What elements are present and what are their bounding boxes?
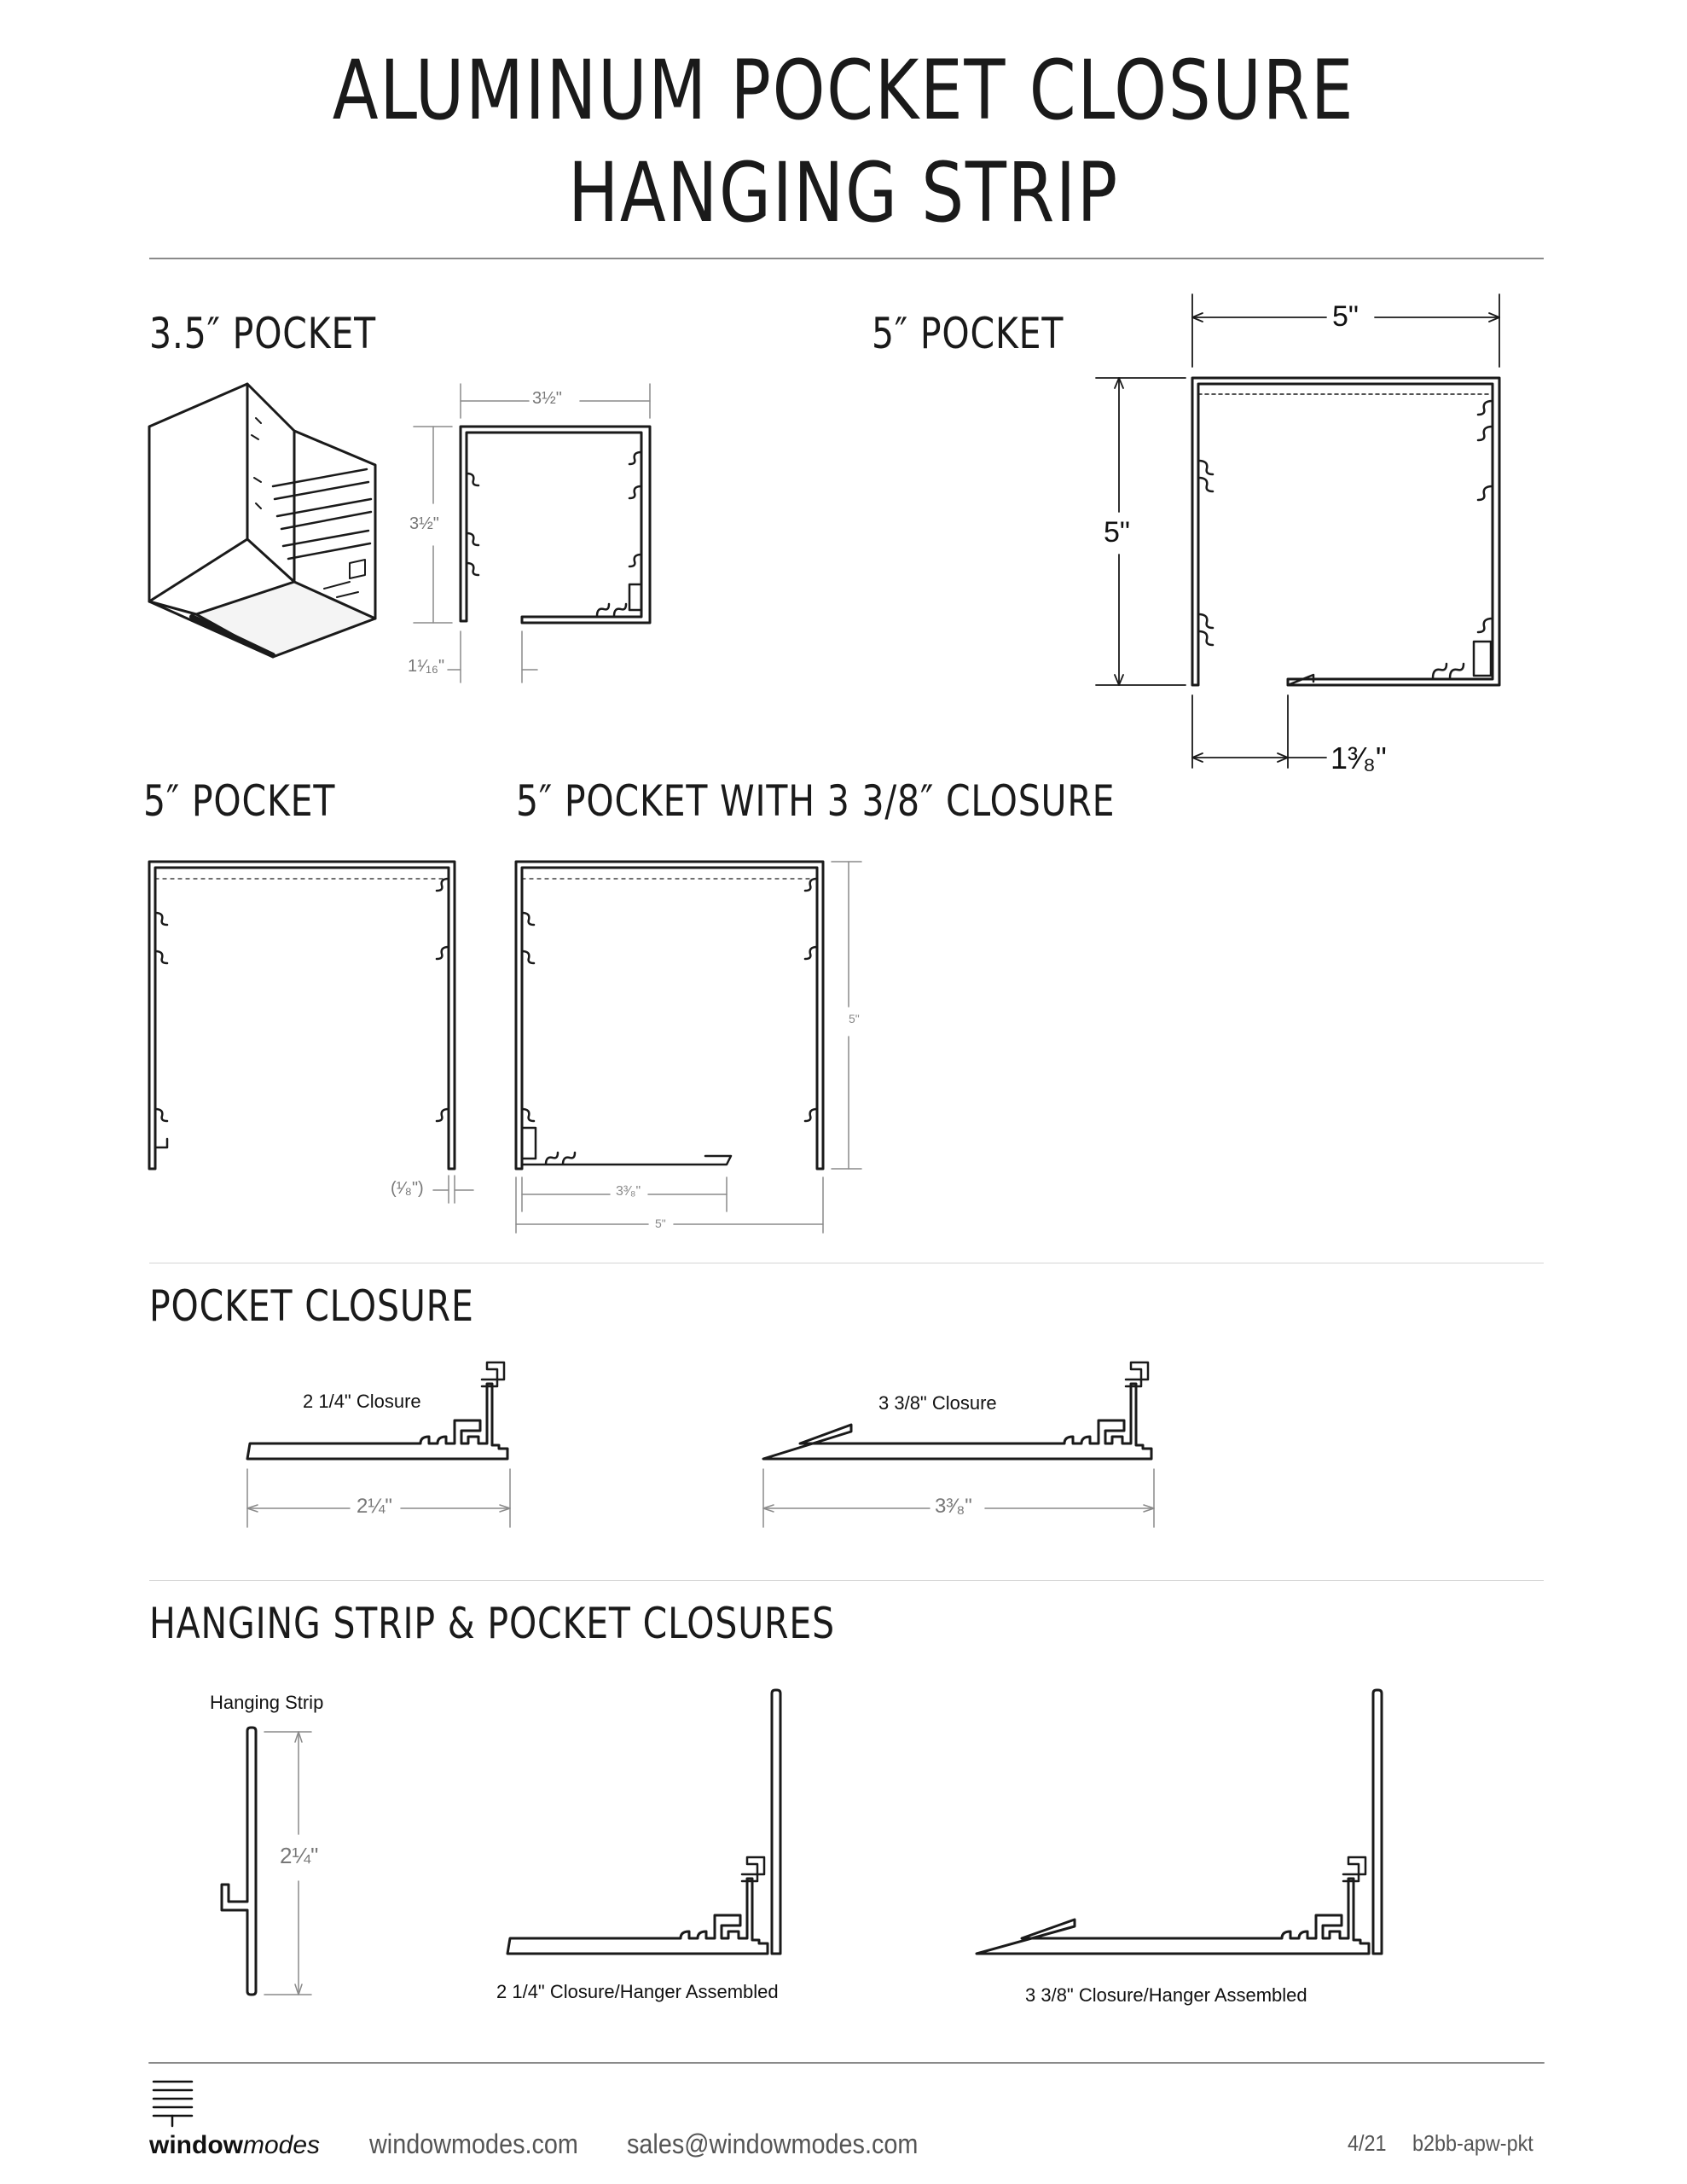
dim-width-5-closure: 5" [655, 1217, 666, 1230]
dim-hanging-height: 2¼" [280, 1843, 319, 1868]
dim-height-3-5: 3½" [409, 514, 439, 533]
heading-5-pocket-with-closure: 5″ POCKET WITH 3 3/8″ CLOSURE [516, 776, 1116, 826]
profile-5-pocket-large [1192, 378, 1499, 685]
footer-code: b2bb-apw-pkt [1412, 2130, 1533, 2156]
dim-2-25: 2¼" [357, 1495, 392, 1518]
dim-width-5-large: 5" [1332, 300, 1359, 333]
windowmodes-logo-icon [154, 2082, 192, 2126]
footer-email[interactable]: sales@windowmodes.com [627, 2129, 919, 2159]
heading-3-5-pocket: 3.5″ POCKET [149, 309, 377, 358]
footer-website[interactable]: windowmodes.com [369, 2129, 578, 2159]
dimensions-3-5-pocket [414, 384, 650, 682]
label-2-25-closure: 2 1/4" Closure [303, 1391, 421, 1412]
label-assembled-3-375: 3 3/8" Closure/Hanger Assembled [1025, 1984, 1307, 2006]
page-title-line1: ALUMINUM POCKET CLOSURE [332, 43, 1355, 138]
profile-5-pocket [149, 862, 455, 1169]
isometric-pocket-drawing [149, 384, 375, 657]
heading-pocket-closure: POCKET CLOSURE [149, 1281, 474, 1331]
heading-hanging-strip-closures: HANGING STRIP & POCKET CLOSURES [149, 1599, 835, 1648]
dim-3-375: 3³⁄₈" [935, 1495, 972, 1518]
assembled-2-25-drawing [507, 1690, 780, 1954]
label-assembled-2-25: 2 1/4" Closure/Hanger Assembled [496, 1981, 779, 2002]
brand-italic: modes [242, 2131, 321, 2159]
dimensions-5-pocket-closure [516, 862, 861, 1233]
dimensions-5-pocket-large [1096, 294, 1499, 768]
profile-3-5-pocket [461, 427, 650, 623]
dim-height-5-large: 5" [1104, 516, 1130, 549]
dim-closure-5-closure: 3³⁄₈" [616, 1184, 641, 1199]
brand-logo [149, 2131, 320, 2160]
dim-lip-3-5: 1¹⁄₁₆" [408, 657, 445, 676]
label-3-375-closure: 3 3/8" Closure [878, 1392, 997, 1414]
dim-width-3-5: 3½" [532, 389, 562, 408]
brand-bold: window [149, 2131, 243, 2159]
profile-5-pocket-closure [516, 862, 823, 1169]
dim-lip-5-small: (¹⁄₈") [391, 1179, 424, 1198]
heading-5-pocket-large: 5″ POCKET [872, 309, 1064, 358]
footer-date: 4/21 [1348, 2130, 1387, 2156]
heading-5-pocket: 5″ POCKET [143, 776, 336, 826]
label-hanging-strip: Hanging Strip [210, 1692, 324, 1713]
dim-height-5-closure: 5" [849, 1012, 860, 1025]
hanging-strip-drawing [222, 1728, 256, 1995]
assembled-3-375-drawing [977, 1690, 1382, 1954]
dimensions-5-pocket [433, 1176, 473, 1203]
page-title-line2: HANGING STRIP [568, 145, 1119, 241]
dim-lip-5-large: 1³⁄₈" [1330, 741, 1387, 775]
